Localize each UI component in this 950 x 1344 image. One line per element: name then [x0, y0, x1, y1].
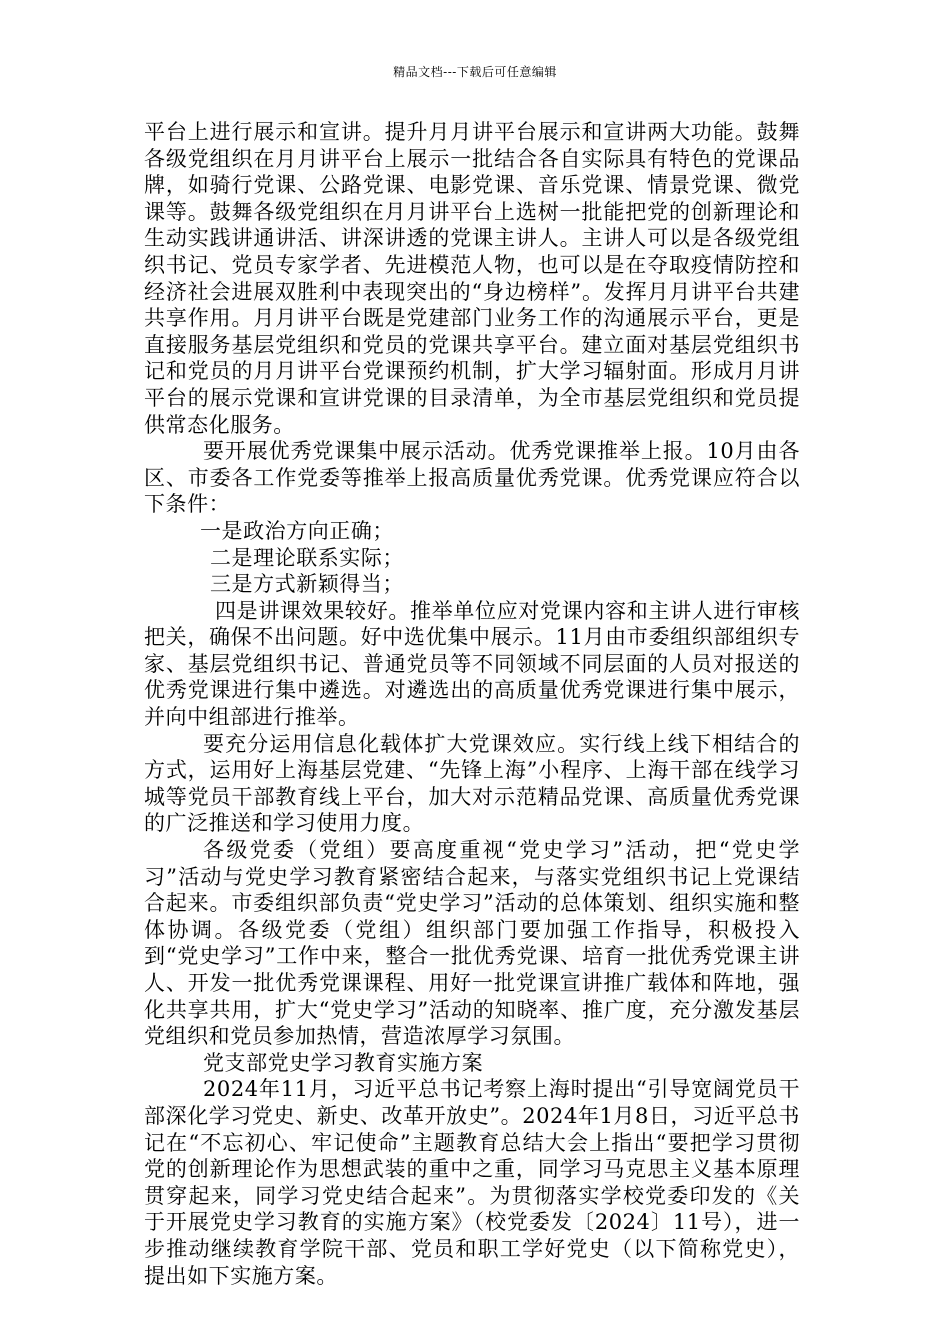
- paragraph-excellent-courses: 要开展优秀党课集中展示活动。优秀党课推举上报。10月由各区、市委各工作党委等推举上报高质量优秀党课。优秀党课应符合以下条件：: [144, 439, 800, 517]
- condition-item-3: 三是方式新颖得当；: [210, 572, 404, 597]
- condition-item-4: 四是讲课效果较好。推举单位应对党课内容和主讲人进行审核把关，确保不出问题。好中选优集中展示。11月由市委组织部组织专家、基层党组织书记、普通党员等不同领域不同层面的人员对报送的优秀党课进行集中遴选。对遴选出的高质量优秀党课进行集中展示，并向中组部进行推举。: [144, 598, 800, 730]
- paragraph-platform-display: 平台上进行展示和宣讲。提升月月讲平台展示和宣讲两大功能。鼓舞各级党组织在月月讲平台上展示一批结合各自实际具有特色的党课品牌，如骑行党课、公路党课、电影党课、音乐党课、情景党课、微党课等。鼓舞各级党组织在月月讲平台上选树一批能把党的创新理论和生动实践讲通讲活、讲深讲透的党课主讲人。主讲人可以是各级党组织书记、党员专家学者、先进模范人物，也可以是在夺取疫情防控和经济社会进展双胜利中表现突出的“身边榜样”。发挥月月讲平台共建共享作用。月月讲平台既是党建部门业务工作的沟通展示平台，更是直接服务基层党组织和党员的党课共享平台。建立面对基层党组织书记和党员的月月讲平台党课预约机制，扩大学习辐射面。形成月月讲平台的展示党课和宣讲党课的目录清单，为全市基层党组织和党员提供常态化服务。: [144, 120, 800, 437]
- page-header: 精品文档---下载后可任意编辑: [393, 65, 557, 79]
- document-body: [144, 119, 800, 1289]
- condition-item-2: 二是理论联系实际；: [210, 545, 404, 570]
- condition-item-1: 一是政治方向正确；: [200, 518, 394, 543]
- section-title: 党支部党史学习教育实施方案: [203, 1050, 484, 1075]
- paragraph-party-committees: 各级党委（党组）要高度重视“党史学习”活动，把“党史学习”活动与党史学习教育紧密结合起来，与落实党组织书记上党课结合起来。市委组织部负责“党史学习”活动的总体策划、组织实施和整体协调。各级党委（党组）组织部门要加强工作指导，积极投入到“党史学习”工作中来，整合一批优秀党课、培育一批优秀党课主讲人、开发一批优秀党课课程、用好一批党课宣讲推广载体和阵地，强化共享共用，扩大“党史学习”活动的知晓率、推广度，充分激发基层党组织和党员参加热情，营造浓厚学习氛围。: [144, 838, 800, 1049]
- paragraph-online-platforms: 要充分运用信息化载体扩大党课效应。实行线上线下相结合的方式，运用好上海基层党建、“先锋上海”小程序、上海干部在线学习城等党员干部教育线上平台，加大对示范精品党课、高质量优秀党课的广泛推送和学习使用力度。: [144, 731, 800, 836]
- paragraph-implementation-plan: 2024年11月，习近平总书记考察上海时提出“引导宽阔党员干部深化学习党史、新史、改革开放史”。2024年1月8日，习近平总书记在“不忘初心、牢记使命”主题教育总结大会上指出“要把学习贯彻党的创新理论作为思想武装的重中之重，同学习马克思主义基本原理贯穿起来，同学习党史结合起来”。为贯彻落实学校党委印发的《关于开展党史学习教育的实施方案》（校党委发〔2024〕11号），进一步推动继续教育学院干部、党员和职工学好党史（以下简称党史），提出如下实施方案。: [144, 1077, 800, 1288]
